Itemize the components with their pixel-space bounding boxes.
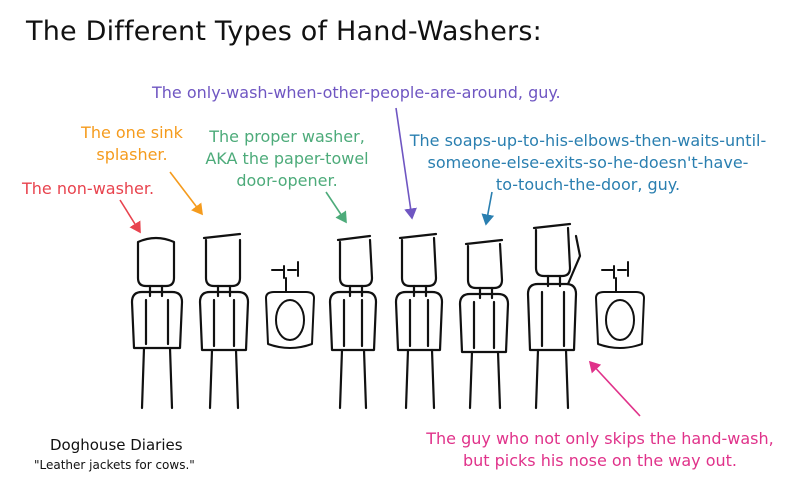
arrow-soaps-up: [486, 192, 492, 224]
arrow-sink-splasher: [170, 172, 202, 214]
label-nose-picker-line-2: but picks his nose on the way out.: [462, 451, 738, 470]
credit-name: Doghouse Diaries: [50, 436, 183, 454]
label-soaps-up-line-1: The soaps-up-to-his-elbows-then-waits-until-: [409, 131, 767, 150]
label-sink-splasher-line-2: splasher.: [96, 145, 168, 164]
label-nose-picker-line-1: The guy who not only skips the hand-wash,: [426, 429, 774, 448]
arrow-nose-picker: [590, 362, 640, 416]
comic-title: The Different Types of Hand-Washers:: [26, 16, 542, 47]
person-proper-washer: [330, 236, 376, 408]
person-soaps-up: [460, 240, 508, 408]
urinal-right: [596, 262, 644, 348]
label-proper-washer-line-2: AKA the paper-towel: [205, 149, 369, 168]
arrow-non-washer: [120, 200, 140, 232]
person-nose-picker: [528, 224, 580, 408]
person-sink-splasher: [200, 234, 248, 408]
label-soaps-up-line-2: someone-else-exits-so-he-doesn't-have-: [427, 153, 749, 172]
arrow-proper-washer: [326, 192, 346, 222]
label-only-wash: The only-wash-when-other-people-are-around, guy.: [152, 83, 561, 102]
arrow-only-wash: [396, 108, 412, 218]
label-proper-washer-line-3: door-opener.: [236, 171, 338, 190]
person-non-washer: [132, 238, 182, 408]
label-sink-splasher-line-1: The one sink: [81, 123, 183, 142]
label-proper-washer-line-1: The proper washer,: [209, 127, 365, 146]
urinal-left: [266, 262, 314, 348]
label-non-washer: The non-washer.: [22, 179, 155, 198]
credit-tagline: "Leather jackets for cows.": [34, 458, 195, 472]
person-only-wash: [396, 234, 442, 408]
label-soaps-up-line-3: to-touch-the-door, guy.: [495, 175, 681, 194]
